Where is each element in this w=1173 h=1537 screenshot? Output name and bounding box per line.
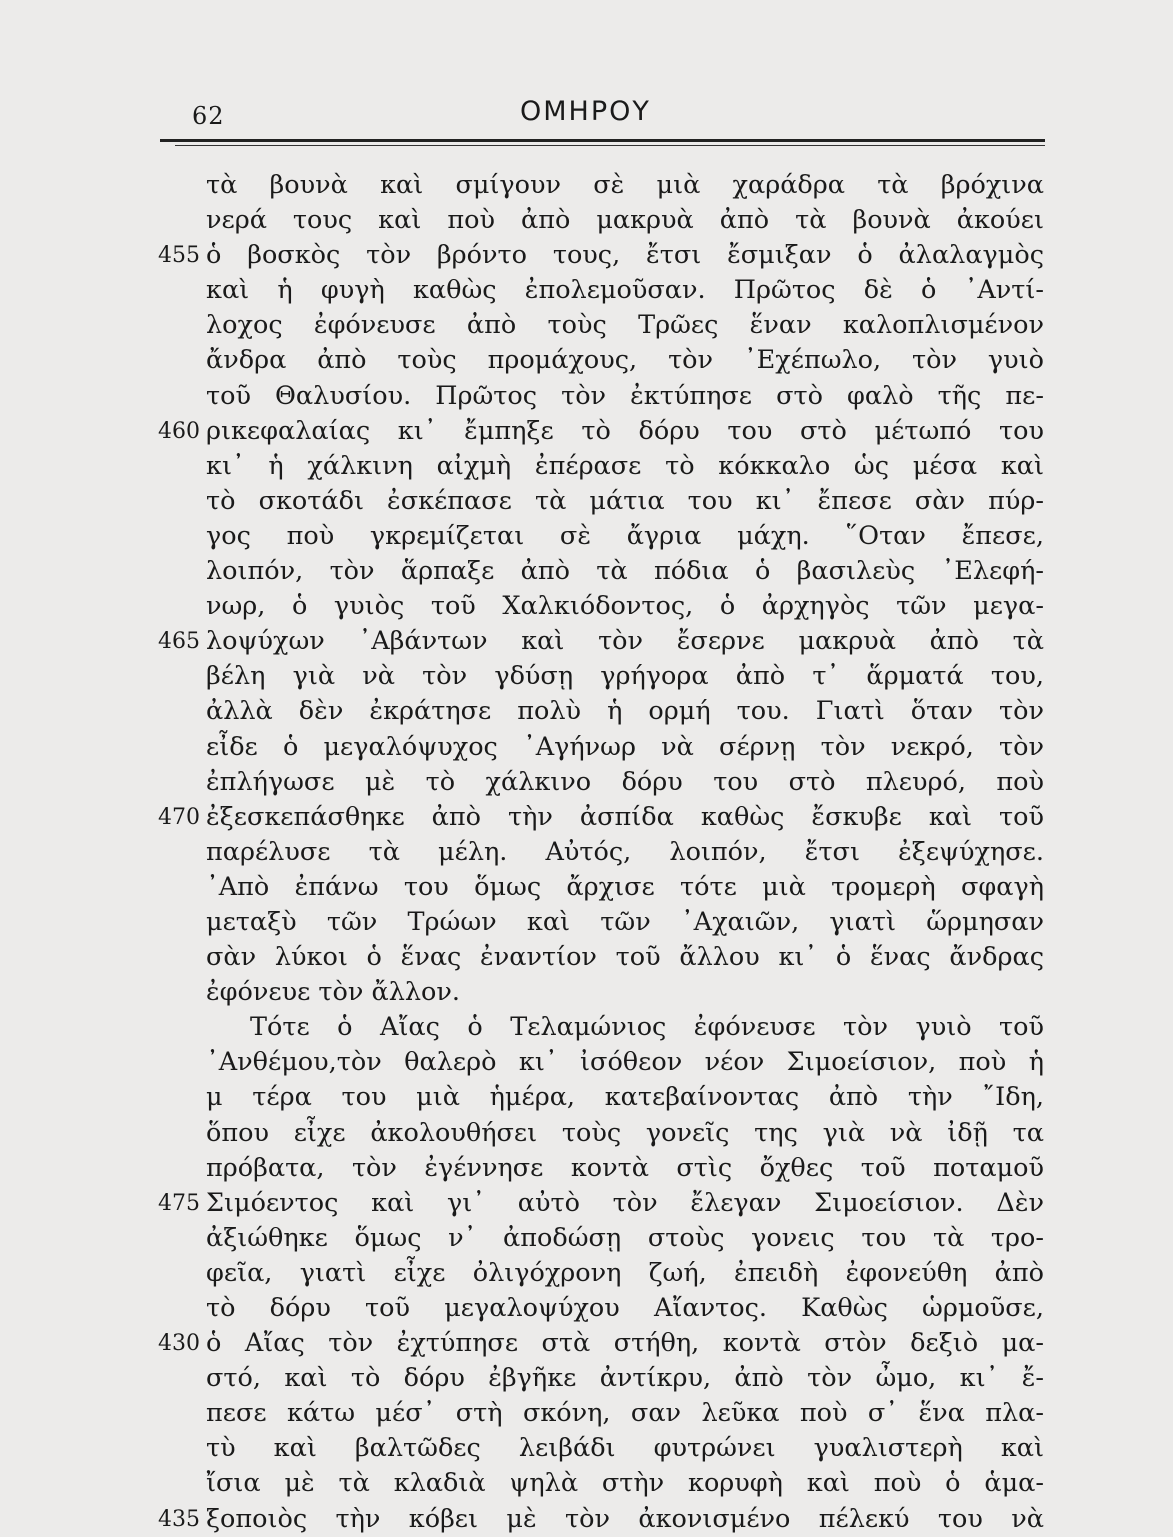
- line-number: 465: [158, 629, 200, 655]
- line-text: ᾿Απὸ ἐπάνω του ὅμως ἄρχισε τότε μιὰ τρομερὴ σφαγὴ: [206, 871, 1044, 902]
- text-line: [150, 484, 1050, 519]
- text-line: [150, 975, 1050, 1010]
- line-text: νερά τους καὶ ποὺ ἀπὸ μακρυὰ ἀπὸ τὰ βουνὰ ἀκούει: [206, 205, 1044, 236]
- text-line: [150, 519, 1050, 554]
- body-text: [150, 168, 1050, 1537]
- text-line: [150, 1326, 1050, 1361]
- page-header: [150, 88, 1050, 128]
- line-text: ἄνδρα ἀπὸ τοὺς προμάχους, τὸν ᾿Εχέπωλο, τὸν γυιὸ: [206, 345, 1044, 376]
- line-text: καὶ ἡ φυγὴ καθὼς ἐπολεμοῦσαν. Πρῶτος δὲ ὁ ᾿Αντί-: [206, 275, 1044, 306]
- text-line: [150, 238, 1050, 273]
- line-number: 470: [158, 804, 200, 830]
- line-text: ἀξιώθηκε ὅμως ν᾿ ἀποδώσῃ στοὺς γονεις του τὰ τρο-: [206, 1222, 1044, 1253]
- text-line: [150, 765, 1050, 800]
- line-text: ὁ Αἴας τὸν ἐχτύπησε στὰ στήθη, κοντὰ στὸν δεξιὸ μα-: [206, 1328, 1044, 1359]
- text-line: [150, 624, 1050, 659]
- text-line: [150, 870, 1050, 905]
- line-text: Σιμόεντος καὶ γι᾿ αὐτὸ τὸν ἔλεγαν Σιμοείσιον. Δὲν: [206, 1187, 1044, 1218]
- text-line: [150, 1151, 1050, 1186]
- text-line: [150, 1080, 1050, 1115]
- text-line: [150, 414, 1050, 449]
- line-text: τοῦ Θαλυσίου. Πρῶτος τὸν ἐκτύπησε στὸ φαλὸ τῆς πε-: [206, 380, 1044, 411]
- text-line: [150, 800, 1050, 835]
- line-text: μ τέρα του μιὰ ἡμέρα, κατεβαίνοντας ἀπὸ τὴν ῎Ιδη,: [206, 1082, 1044, 1113]
- text-line: [150, 343, 1050, 378]
- line-text: Τότε ὁ Αἴας ὁ Τελαμώνιος ἐφόνευσε τὸν γυιὸ τοῦ: [250, 1012, 1044, 1043]
- line-text: νωρ, ὁ γυιὸς τοῦ Χαλκιόδοντος, ὁ ἀρχηγὸς τῶν μεγα-: [206, 591, 1044, 622]
- text-line: [150, 1361, 1050, 1396]
- text-line: [150, 730, 1050, 765]
- text-line: [150, 1221, 1050, 1256]
- line-text: σὰν λύκοι ὁ ἕνας ἐναντίον τοῦ ἄλλου κι᾿ ὁ ἕνας ἄνδρας: [206, 942, 1044, 973]
- running-title: ΟΜΗΡΟΥ: [520, 96, 651, 127]
- text-line: [150, 1116, 1050, 1151]
- line-text: ὁ βοσκὸς τὸν βρόντο τους, ἔτσι ἔσμιξαν ὁ ἀλαλαγμὸς: [206, 240, 1044, 271]
- header-rule: [160, 139, 1045, 142]
- text-line: [150, 273, 1050, 308]
- line-text: ξοποιὸς τὴν κόβει μὲ τὸν ἀκονισμένο πέλεκύ του νὰ: [206, 1503, 1044, 1534]
- line-text: στό, καὶ τὸ δόρυ ἐβγῆκε ἀντίκρυ, ἀπὸ τὸν ὦμο, κι᾿ ἔ-: [206, 1363, 1044, 1394]
- text-line: [150, 203, 1050, 238]
- text-line: [150, 379, 1050, 414]
- line-text: ὅπου εἶχε ἀκολουθήσει τοὺς γονεῖς της γιὰ νὰ ἰδῇ τα: [206, 1117, 1044, 1148]
- line-text: λοιπόν, τὸν ἅρπαξε ἀπὸ τὰ πόδια ὁ βασιλεὺς ᾿Ελεφή-: [206, 556, 1044, 587]
- text-line: [150, 1256, 1050, 1291]
- line-text: πρόβατα, τὸν ἐγέννησε κοντὰ στὶς ὄχθες τοῦ ποταμοῦ: [206, 1152, 1044, 1183]
- text-line: [150, 1431, 1050, 1466]
- text-line: [150, 835, 1050, 870]
- text-line: [150, 940, 1050, 975]
- text-line: [150, 1186, 1050, 1221]
- line-text: εἶδε ὁ μεγαλόψυχος ᾿Αγήνωρ νὰ σέρνῃ τὸν νεκρό, τὸν: [206, 731, 1044, 762]
- line-text: τὸ δόρυ τοῦ μεγαλοψύχου Αἴαντος. Καθὼς ὡρμοῦσε,: [206, 1293, 1044, 1323]
- text-line: [150, 1045, 1050, 1080]
- line-text: ἐξεσκεπάσθηκε ἀπὸ τὴν ἀσπίδα καθὼς ἔσκυβε καὶ τοῦ: [206, 801, 1044, 832]
- text-line: [150, 168, 1050, 203]
- text-line: [150, 1502, 1050, 1537]
- line-text: ρικεφαλαίας κι᾿ ἔμπηξε τὸ δόρυ του στὸ μέτωπό του: [206, 415, 1044, 446]
- line-text: βέλη γιὰ νὰ τὸν γδύσῃ γρήγορα ἀπὸ τ᾿ ἅρματά του,: [206, 661, 1044, 692]
- line-text: παρέλυσε τὰ μέλη. Αὐτός, λοιπόν, ἔτσι ἐξεψύχησε.: [206, 836, 1044, 867]
- text-line: [150, 449, 1050, 484]
- line-text: ἐφόνευε τὸν ἄλλον.: [206, 977, 460, 1008]
- text-line: [150, 554, 1050, 589]
- text-line: [150, 694, 1050, 729]
- header-rule-thin: [175, 145, 1045, 146]
- line-text: κι᾿ ἡ χάλκινη αἰχμὴ ἐπέρασε τὸ κόκκαλο ὡς μέσα καὶ: [206, 450, 1044, 481]
- page-number: 62: [192, 102, 225, 130]
- line-text: μεταξὺ τῶν Τρώων καὶ τῶν ᾿Αχαιῶν, γιατὶ ὥρμησαν: [206, 906, 1044, 937]
- line-text: πεσε κάτω μέσ᾿ στὴ σκόνη, σαν λεῦκα ποὺ σ᾿ ἕνα πλα-: [206, 1398, 1044, 1429]
- text-line: [150, 1291, 1050, 1326]
- line-text: τὺ καὶ βαλτῶδες λειβάδι φυτρώνει γυαλιστερὴ καὶ: [206, 1433, 1044, 1464]
- text-line: [150, 659, 1050, 694]
- line-text: τὰ βουνὰ καὶ σμίγουν σὲ μιὰ χαράδρα τὰ βρόχινα: [206, 170, 1044, 200]
- text-line: [150, 1466, 1050, 1501]
- text-line: [150, 1396, 1050, 1431]
- line-text: λοψύχων ᾿Αβάντων καὶ τὸν ἔσερνε μακρυὰ ἀπὸ τὰ: [206, 626, 1044, 657]
- line-number: 435: [158, 1506, 200, 1532]
- line-text: ἴσια μὲ τὰ κλαδιὰ ψηλὰ στὴν κορυφὴ καὶ ποὺ ὁ ἁμα-: [206, 1468, 1044, 1499]
- line-text: ᾿Ανθέμου,τὸν θαλερὸ κι᾿ ἰσόθεον νέον Σιμοείσιον, ποὺ ἡ: [206, 1047, 1044, 1078]
- text-line: [150, 905, 1050, 940]
- text-line: [150, 1010, 1050, 1045]
- line-text: τὸ σκοτάδι ἐσκέπασε τὰ μάτια του κι᾿ ἔπεσε σὰν πύρ-: [206, 485, 1044, 516]
- line-text: φεῖα, γιατὶ εἶχε ὀλιγόχρονη ζωή, ἐπειδὴ ἐφονεύθη ἀπὸ: [206, 1257, 1044, 1288]
- text-line: [150, 308, 1050, 343]
- line-number: 475: [158, 1190, 200, 1216]
- line-number: 455: [158, 243, 200, 269]
- text-line: [150, 589, 1050, 624]
- line-text: ἀλλὰ δὲν ἐκράτησε πολὺ ἡ ορμή του. Γιατὶ ὅταν τὸν: [206, 696, 1044, 727]
- line-number: 430: [158, 1331, 200, 1357]
- line-number: 460: [158, 418, 200, 444]
- line-text: ἐπλήγωσε μὲ τὸ χάλκινο δόρυ του στὸ πλευρό, ποὺ: [206, 766, 1044, 797]
- line-text: λοχος ἐφόνευσε ἀπὸ τοὺς Τρῶες ἕναν καλοπλισμένον: [206, 310, 1044, 341]
- line-text: γος ποὺ γκρεμίζεται σὲ ἄγρια μάχη. ῞Οταν ἔπεσε,: [206, 520, 1044, 551]
